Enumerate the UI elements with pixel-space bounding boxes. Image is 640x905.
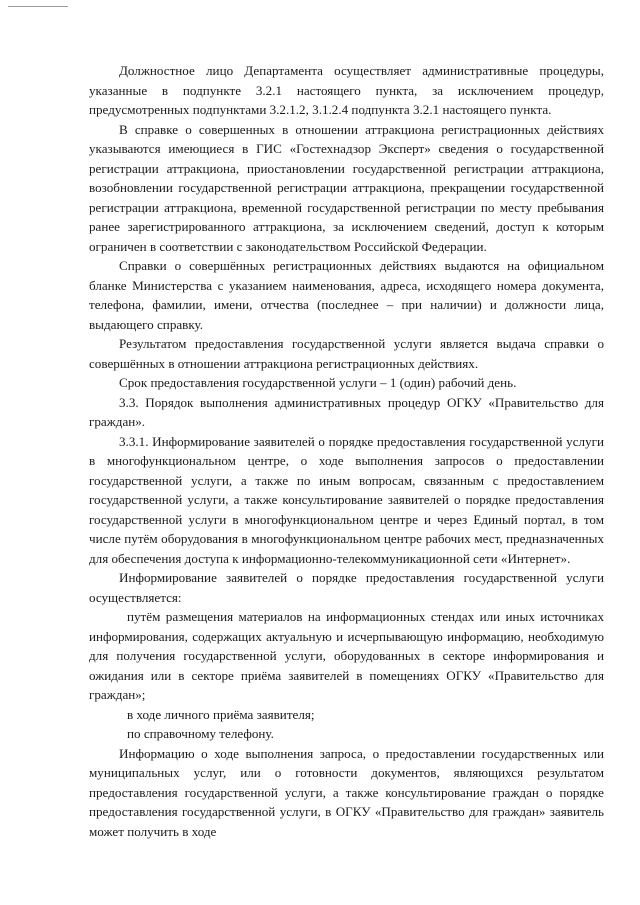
- scan-edge-mark: [8, 6, 68, 7]
- paragraph-informing-methods: Информирование заявителей о порядке предоставления государственной услуги осуществляется:: [89, 570, 604, 605]
- section-3-3-1: 3.3.1. Информирование заявителей о порядке предоставления государственной услуги в многофункциональном центре, о ходе выполнения запросов о предоставлении государственной услуги, а также по иным вопросам, связанным с предоставлением государственной услуги, а также консультирование заявителей о порядке предоставления государственной услуги в многофункциональном центре и через Единый портал, в том числе путём оборудования в многофункциональном центре рабочих мест, предназначенных для обеспечения доступа к информационно-телекоммуникационной сети «Интернет».: [89, 433, 604, 566]
- section-heading-3-3: 3.3. Порядок выполнения административных процедур ОГКУ «Правительство для граждан».: [89, 394, 604, 429]
- paragraph-request-status: Информацию о ходе выполнения запроса, о предоставлении государственных или муниципальных услуг, или о готовности документов, являющихся результатом предоставления государственной услуги, а также консультирование граждан о порядке предоставления государственной услуги, в ОГКУ «Правительство для граждан» заявитель может получить в ходе: [89, 745, 604, 839]
- list-item-phone: по справочному телефону.: [127, 726, 274, 741]
- paragraph-certificate-issuance: Справки о совершённых регистрационных действиях выдаются на официальном бланке Министерства с указанием наименования, адреса, исходящего номера документа, телефона, фамилии, имени, отчества (последнее – при наличии) и должности лица, выдающего справку.: [89, 258, 604, 332]
- document-page: [89, 61, 604, 841]
- paragraph-certificate-contents: В справке о совершенных в отношении аттракциона регистрационных действиях указываются имеющиеся в ГИС «Гостехнадзор Эксперт» сведения о государственной регистрации аттракциона, приостановлении государственной регистрации аттракциона, возобновлении государственной регистрации аттракциона, прекращении государственной регистрации аттракциона, временной государственной регистрации по месту пребывания ранее зарегистрированного аттракциона, за исключением сведений, доступ к которым ограничен в соответствии с законодательством Российской Федерации.: [89, 121, 604, 254]
- paragraph-official-procedures: Должностное лицо Департамента осуществляет административные процедуры, указанные в подпункте 3.2.1 настоящего пункта, за исключением процедур, предусмотренных подпунктами 3.2.1.2, 3.1.2.4 подпункта 3.2.1 настоящего пункта.: [89, 63, 604, 117]
- paragraph-service-result: Результатом предоставления государственной услуги является выдача справки о совершённых в отношении аттракциона регистрационных действиях.: [89, 336, 604, 371]
- list-item-personal-reception: в ходе личного приёма заявителя;: [127, 706, 315, 722]
- paragraph-service-term: Срок предоставления государственной услуги – 1 (один) рабочий день.: [119, 375, 517, 390]
- list-item-stands: путём размещения материалов на информационных стендах или иных источниках информирования, содержащих актуальную и исчерпывающую информацию, необходимую для получения государственной услуги, оборудованных в секторе информирования и ожидания или в секторе приёма заявителей в помещениях ОГКУ «Правительство для граждан»;: [89, 609, 604, 702]
